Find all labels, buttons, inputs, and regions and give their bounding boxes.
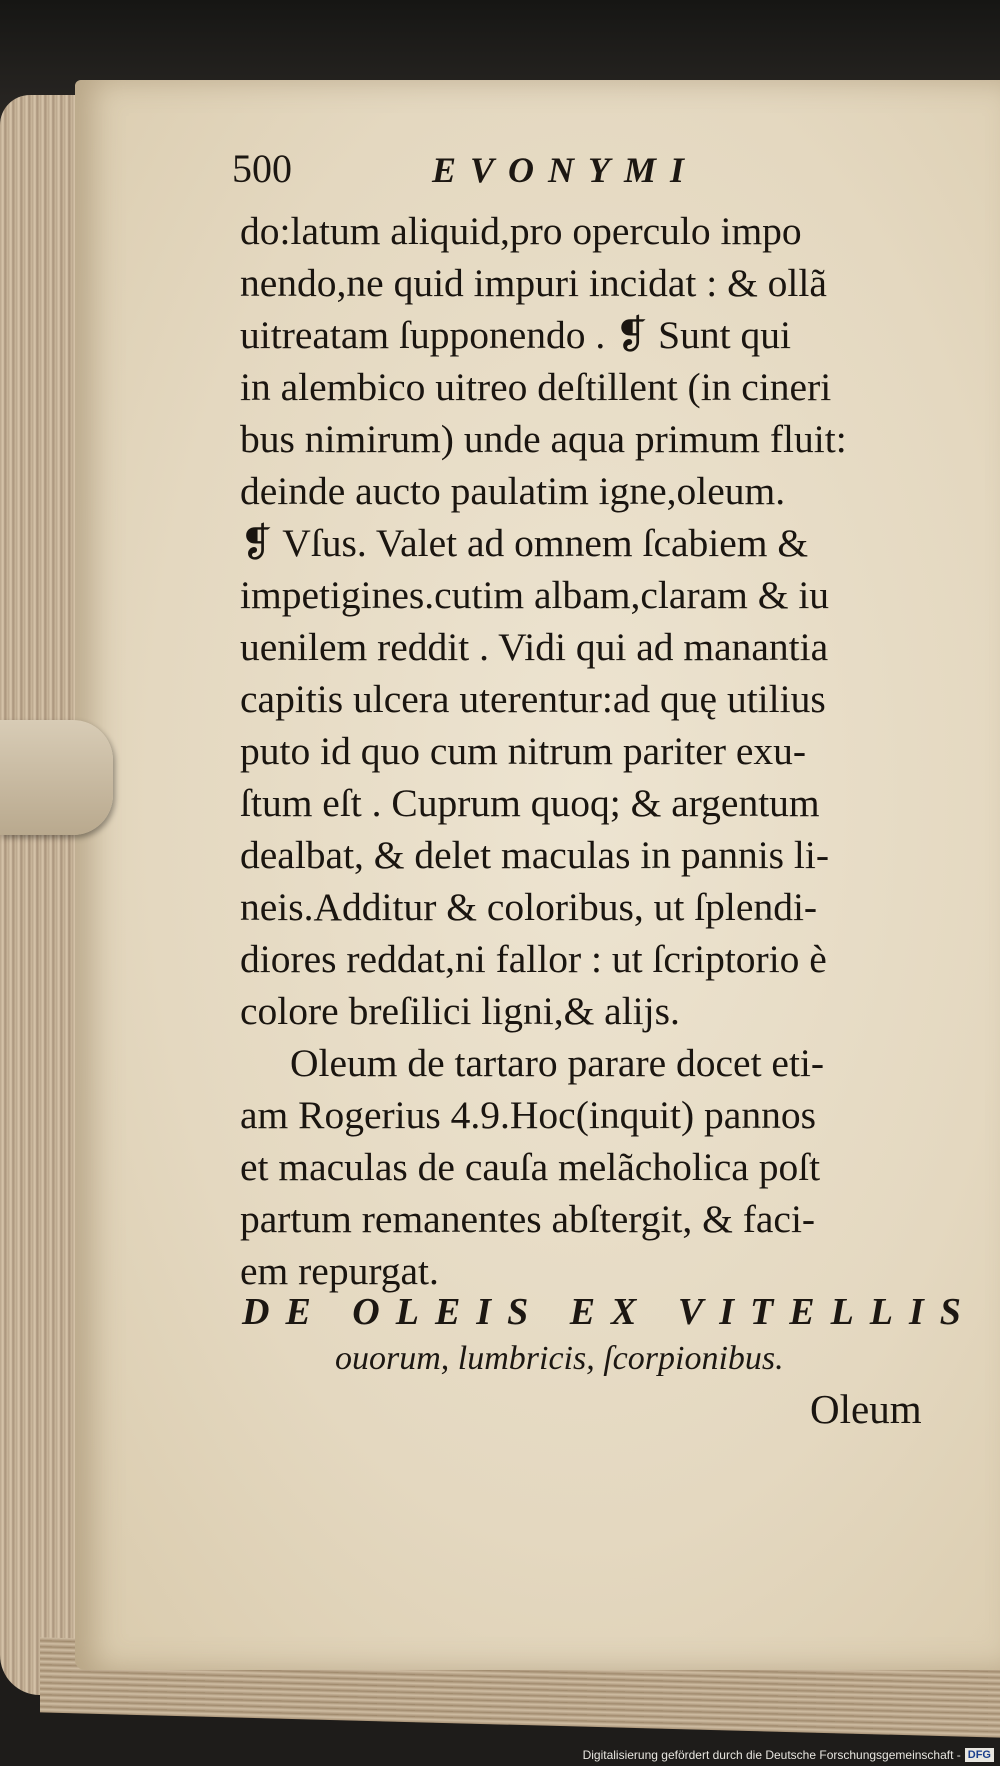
text-line: neis.Additur & coloribus, ut ſplendi- bbox=[240, 885, 818, 929]
text-line: in alembico uitreo deſtillent (in cineri bbox=[240, 365, 832, 409]
text-line: et maculas de cauſa melãcholica poſt bbox=[240, 1145, 821, 1189]
page-number: 500 bbox=[232, 146, 292, 191]
text-line: Oleum de tartaro parare docet eti- bbox=[290, 1041, 825, 1085]
page-clip-tab bbox=[0, 720, 113, 835]
text-line: uitreatam ſupponendo . ❡ Sunt qui bbox=[240, 313, 791, 357]
section-heading: DE OLEIS EX VITELLIS bbox=[242, 1291, 977, 1333]
text-line: ❡ Vſus. Valet ad omnem ſcabiem & bbox=[240, 521, 809, 565]
catchword: Oleum bbox=[810, 1386, 922, 1432]
text-line: do:latum aliquid,pro operculo impo bbox=[240, 209, 802, 253]
text-line: partum remanentes abſtergit, & faci- bbox=[240, 1197, 816, 1241]
body-text bbox=[240, 205, 950, 1297]
dfg-logo: DFG bbox=[965, 1748, 994, 1762]
text-line: uenilem reddit . Vidi qui ad manantia bbox=[240, 625, 829, 669]
text-line: impetigines.cutim albam,claram & iu bbox=[240, 573, 830, 617]
text-line: puto id quo cum nitrum pariter exu- bbox=[240, 729, 807, 773]
text-line: nendo,ne quid impuri incidat : & ollã bbox=[240, 261, 827, 305]
text-line: am Rogerius 4.9.Hoc(inquit) pannos bbox=[240, 1093, 816, 1137]
text-line: dealbat, & delet maculas in pannis li- bbox=[240, 833, 830, 877]
text-line: ſtum eſt . Cuprum quoq; & argentum bbox=[240, 781, 820, 825]
text-line: capitis ulcera uterentur:ad quę utilius bbox=[240, 677, 826, 721]
footer-credit: Digitalisierung gefördert durch die Deutsche Forschungsgemeinschaft - bbox=[582, 1748, 961, 1762]
text-line: bus nimirum) unde aqua primum fluit: bbox=[240, 417, 847, 461]
text-line: colore breſilici ligni,& alijs. bbox=[240, 989, 680, 1033]
page-header bbox=[232, 145, 952, 205]
text-line: deinde aucto paulatim igne,oleum. bbox=[240, 469, 786, 513]
digitization-footer bbox=[583, 1748, 994, 1762]
running-head: EVONYMI bbox=[432, 150, 699, 190]
section-subheading: ouorum, lumbricis, ſcorpionibus. bbox=[335, 1340, 784, 1377]
text-line: diores reddat,ni fallor : ut ſcriptorio è bbox=[240, 937, 827, 981]
text-line: em repurgat. bbox=[240, 1249, 439, 1293]
